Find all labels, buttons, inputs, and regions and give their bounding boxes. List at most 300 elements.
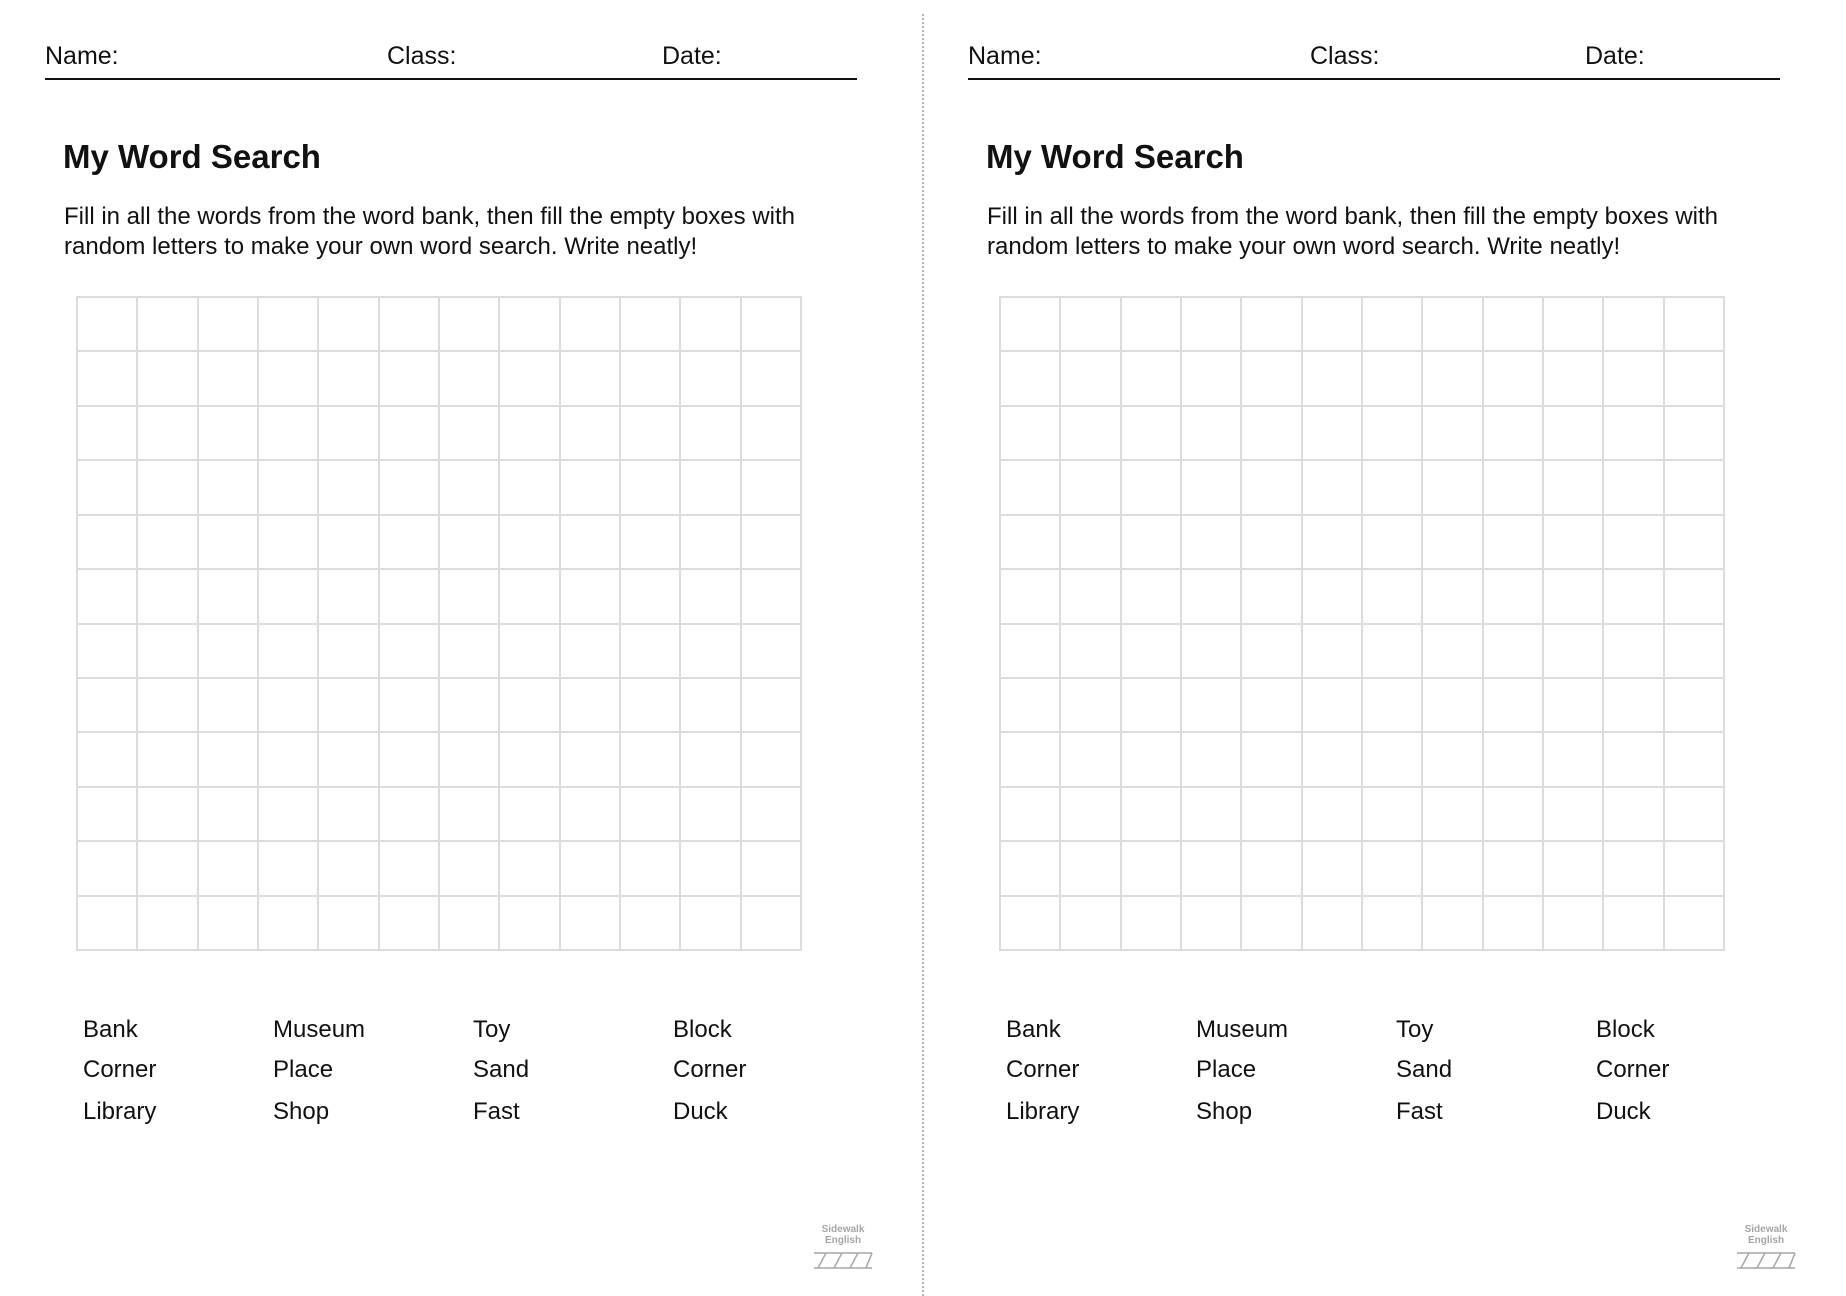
grid-cell xyxy=(1663,514,1723,568)
grid-cell xyxy=(559,623,619,677)
grid-cell xyxy=(1120,623,1180,677)
grid-cell xyxy=(438,840,498,894)
grid-cell xyxy=(317,568,377,622)
grid-cell xyxy=(1542,459,1602,513)
grid-cell xyxy=(559,895,619,949)
grid-cell xyxy=(1361,350,1421,404)
grid-cell xyxy=(1180,350,1240,404)
grid-cell xyxy=(1120,514,1180,568)
grid-cell xyxy=(1361,786,1421,840)
word-bank-item: Corner xyxy=(1596,1056,1670,1083)
grid-cell xyxy=(257,459,317,513)
grid-cell xyxy=(1421,405,1481,459)
grid-cell xyxy=(1663,677,1723,731)
grid-cell xyxy=(1120,731,1180,785)
grid-cell xyxy=(197,459,257,513)
grid-cell xyxy=(559,350,619,404)
grid-cell xyxy=(1542,731,1602,785)
logo-line2: English xyxy=(1747,1235,1785,1246)
grid-cell xyxy=(1482,459,1542,513)
grid-cell xyxy=(1361,459,1421,513)
grid-cell xyxy=(136,514,196,568)
grid-cell xyxy=(136,405,196,459)
grid-cell xyxy=(378,623,438,677)
grid-cell xyxy=(1663,405,1723,459)
grid-cell xyxy=(1361,405,1421,459)
grid-cell xyxy=(1663,786,1723,840)
grid-cell xyxy=(498,568,558,622)
grid-cell xyxy=(136,677,196,731)
grid-cell xyxy=(559,786,619,840)
grid-cell xyxy=(1240,405,1300,459)
grid-cell xyxy=(1602,459,1662,513)
grid-cell xyxy=(1602,677,1662,731)
word-bank-item: Library xyxy=(1006,1098,1080,1125)
grid-cell xyxy=(1301,731,1361,785)
grid-cell xyxy=(679,840,739,894)
grid-cell xyxy=(136,731,196,785)
grid-cell xyxy=(1602,405,1662,459)
grid-cell xyxy=(197,296,257,350)
grid-cell xyxy=(136,459,196,513)
word-bank-item: Museum xyxy=(273,1016,366,1043)
date-label: Date: xyxy=(1585,42,1645,70)
word-bank-item: Bank xyxy=(1006,1016,1061,1043)
grid-cell xyxy=(740,623,800,677)
grid-cell xyxy=(498,895,558,949)
grid-cell xyxy=(1542,623,1602,677)
grid-cell xyxy=(1482,623,1542,677)
grid-cell xyxy=(740,350,800,404)
grid-cell xyxy=(619,568,679,622)
grid-cell xyxy=(76,459,136,513)
grid-cell xyxy=(1542,405,1602,459)
grid-cell xyxy=(1120,296,1180,350)
grid-cell xyxy=(1602,568,1662,622)
word-bank-item: Duck xyxy=(1596,1098,1651,1125)
grid-cell xyxy=(378,459,438,513)
grid-cell xyxy=(498,623,558,677)
grid-cell xyxy=(1180,405,1240,459)
grid-cell xyxy=(197,786,257,840)
logo-line1: Sidewalk xyxy=(1744,1224,1788,1235)
grid-cell xyxy=(1240,895,1300,949)
grid-cell xyxy=(679,568,739,622)
grid-cell xyxy=(76,895,136,949)
word-bank-item: Fast xyxy=(1396,1098,1443,1125)
grid-cell xyxy=(317,296,377,350)
grid-cell xyxy=(1120,568,1180,622)
grid-cell xyxy=(619,514,679,568)
grid-cell xyxy=(378,350,438,404)
grid-cell xyxy=(1421,731,1481,785)
grid-cell xyxy=(1482,895,1542,949)
grid-cell xyxy=(1421,350,1481,404)
grid-cell xyxy=(257,350,317,404)
grid-cell xyxy=(378,514,438,568)
grid-cell xyxy=(498,405,558,459)
word-bank-item: Block xyxy=(673,1016,732,1043)
grid-cell xyxy=(257,677,317,731)
grid-cell xyxy=(1180,296,1240,350)
grid-cell xyxy=(999,895,1059,949)
grid-cell xyxy=(1059,677,1119,731)
grid-cell xyxy=(619,405,679,459)
grid-cell xyxy=(619,731,679,785)
grid-cell xyxy=(740,568,800,622)
grid-cell xyxy=(999,350,1059,404)
word-bank-item: Shop xyxy=(273,1098,330,1125)
grid-cell xyxy=(619,623,679,677)
grid-cell xyxy=(317,350,377,404)
grid-cell xyxy=(1361,677,1421,731)
grid-cell xyxy=(76,296,136,350)
grid-cell xyxy=(559,677,619,731)
grid-cell xyxy=(1421,296,1481,350)
grid-cell xyxy=(1180,840,1240,894)
grid-cell xyxy=(438,568,498,622)
logo-line1: Sidewalk xyxy=(821,1224,865,1235)
grid-cell xyxy=(1421,786,1481,840)
grid-cell xyxy=(197,514,257,568)
grid-cell xyxy=(197,568,257,622)
grid-cell xyxy=(1180,568,1240,622)
sidewalk-english-logo xyxy=(808,1224,878,1274)
grid-cell xyxy=(999,296,1059,350)
grid-cell xyxy=(1240,786,1300,840)
class-label: Class: xyxy=(387,42,457,70)
grid-cell xyxy=(619,459,679,513)
grid-cell xyxy=(1059,296,1119,350)
grid-cell xyxy=(999,405,1059,459)
grid-cell xyxy=(1602,840,1662,894)
grid-cell xyxy=(1482,731,1542,785)
grid-cell xyxy=(1663,459,1723,513)
grid-cell xyxy=(1240,677,1300,731)
grid-cell xyxy=(1180,895,1240,949)
grid-cell xyxy=(1059,350,1119,404)
grid-cell xyxy=(378,895,438,949)
grid-cell xyxy=(1602,623,1662,677)
grid-cell xyxy=(679,786,739,840)
grid-cell xyxy=(1361,731,1421,785)
grid-cell xyxy=(1120,895,1180,949)
grid-cell xyxy=(1301,895,1361,949)
grid-cell xyxy=(740,514,800,568)
grid-cell xyxy=(1663,296,1723,350)
word-bank-item: Place xyxy=(1196,1056,1257,1083)
grid-cell xyxy=(679,514,739,568)
grid-cell xyxy=(438,514,498,568)
grid-cell xyxy=(76,514,136,568)
grid-cell xyxy=(1301,350,1361,404)
grid-cell xyxy=(559,459,619,513)
word-bank xyxy=(83,1016,803,1146)
grid-cell xyxy=(1542,514,1602,568)
grid-cell xyxy=(317,677,377,731)
grid-cell xyxy=(197,840,257,894)
grid-cell xyxy=(1361,568,1421,622)
grid-cell xyxy=(1240,731,1300,785)
grid-cell xyxy=(1482,296,1542,350)
grid-cell xyxy=(438,731,498,785)
grid-cell xyxy=(1059,514,1119,568)
word-bank-item: Bank xyxy=(83,1016,138,1043)
grid-cell xyxy=(378,731,438,785)
grid-cell xyxy=(1240,568,1300,622)
grid-cell xyxy=(1361,296,1421,350)
grid-cell xyxy=(317,459,377,513)
grid-cell xyxy=(559,296,619,350)
class-label: Class: xyxy=(1310,42,1380,70)
grid-cell xyxy=(1240,514,1300,568)
grid-cell xyxy=(257,895,317,949)
grid-cell xyxy=(438,623,498,677)
grid-cell xyxy=(1120,350,1180,404)
grid-cell xyxy=(1361,840,1421,894)
grid-cell xyxy=(136,840,196,894)
grid-cell xyxy=(559,405,619,459)
grid-cell xyxy=(619,296,679,350)
grid-cell xyxy=(740,895,800,949)
grid-cell xyxy=(999,731,1059,785)
grid-cell xyxy=(76,405,136,459)
grid-cell xyxy=(740,405,800,459)
grid-cell xyxy=(498,731,558,785)
grid-cell xyxy=(1663,350,1723,404)
grid-cell xyxy=(1542,786,1602,840)
grid-cell xyxy=(378,568,438,622)
grid-cell xyxy=(1180,786,1240,840)
grid-cell xyxy=(679,677,739,731)
grid-cell xyxy=(76,731,136,785)
word-bank-item: Library xyxy=(83,1098,157,1125)
grid-cell xyxy=(257,731,317,785)
grid-cell xyxy=(1542,568,1602,622)
word-bank-item: Corner xyxy=(1006,1056,1080,1083)
grid-cell xyxy=(498,459,558,513)
grid-cell xyxy=(1421,568,1481,622)
worksheet-right xyxy=(923,0,1846,1296)
logo-line2: English xyxy=(824,1235,862,1246)
grid-cell xyxy=(740,840,800,894)
grid-cell xyxy=(1180,677,1240,731)
grid-cell xyxy=(257,296,317,350)
grid-cell xyxy=(1059,405,1119,459)
word-bank-item: Corner xyxy=(673,1056,747,1083)
grid-cell xyxy=(999,459,1059,513)
word-bank-item: Toy xyxy=(473,1016,511,1043)
grid-cell xyxy=(559,840,619,894)
grid-cell xyxy=(1542,840,1602,894)
grid-cell xyxy=(679,623,739,677)
grid-cell xyxy=(438,405,498,459)
grid-cell xyxy=(1301,840,1361,894)
grid-cell xyxy=(740,786,800,840)
grid-cell xyxy=(438,786,498,840)
grid-cell xyxy=(1180,623,1240,677)
grid-cell xyxy=(1663,623,1723,677)
grid-cell xyxy=(257,568,317,622)
grid-cell xyxy=(1482,405,1542,459)
grid-cell xyxy=(378,405,438,459)
grid-cell xyxy=(498,514,558,568)
word-bank-item: Shop xyxy=(1196,1098,1253,1125)
grid-cell xyxy=(1120,786,1180,840)
grid-cell xyxy=(257,623,317,677)
grid-cell xyxy=(317,405,377,459)
grid-cell xyxy=(1602,895,1662,949)
grid-cell xyxy=(197,731,257,785)
grid-cell xyxy=(1180,459,1240,513)
grid-cell xyxy=(317,623,377,677)
grid-cell xyxy=(1482,514,1542,568)
word-bank-item: Corner xyxy=(83,1056,157,1083)
instructions-text: Fill in all the words from the word bank, then fill the empty boxes with random letters to make your own word search. Write neatly! xyxy=(987,203,1718,260)
grid-cell xyxy=(317,840,377,894)
grid-cell xyxy=(1120,677,1180,731)
grid-cell xyxy=(378,677,438,731)
grid-cell xyxy=(999,623,1059,677)
grid-cell xyxy=(257,786,317,840)
grid-cell xyxy=(76,568,136,622)
grid-cell xyxy=(1602,350,1662,404)
grid-cell xyxy=(1240,840,1300,894)
grid-cell xyxy=(999,514,1059,568)
grid-cell xyxy=(1421,623,1481,677)
grid-cell xyxy=(1059,840,1119,894)
grid-cell xyxy=(438,350,498,404)
grid-cell xyxy=(1180,731,1240,785)
grid-cell xyxy=(317,895,377,949)
grid-cell xyxy=(1361,895,1421,949)
word-bank-item: Toy xyxy=(1396,1016,1434,1043)
grid-cell xyxy=(197,350,257,404)
grid-cell xyxy=(1240,350,1300,404)
grid-cell xyxy=(740,731,800,785)
grid-cell xyxy=(1301,296,1361,350)
word-bank-item: Museum xyxy=(1196,1016,1289,1043)
grid-cell xyxy=(1180,514,1240,568)
grid-cell xyxy=(257,840,317,894)
grid-cell xyxy=(1059,895,1119,949)
grid-cell xyxy=(1542,895,1602,949)
sidewalk-icon xyxy=(812,1251,874,1271)
grid-cell xyxy=(1663,731,1723,785)
word-bank-item: Block xyxy=(1596,1016,1655,1043)
grid-cell xyxy=(740,296,800,350)
grid-cell xyxy=(378,296,438,350)
grid-cell xyxy=(1421,677,1481,731)
grid-cell xyxy=(1301,677,1361,731)
grid-cell xyxy=(1663,568,1723,622)
grid-cell xyxy=(1059,731,1119,785)
word-search-grid xyxy=(999,296,1725,951)
grid-cell xyxy=(136,296,196,350)
grid-cell xyxy=(1361,623,1421,677)
word-bank xyxy=(1006,1016,1726,1146)
grid-cell xyxy=(1482,786,1542,840)
student-info-line xyxy=(45,40,857,80)
grid-cell xyxy=(1240,296,1300,350)
grid-cell xyxy=(679,459,739,513)
grid-cell xyxy=(999,677,1059,731)
grid-cell xyxy=(1059,568,1119,622)
grid-cell xyxy=(1059,623,1119,677)
instructions-text: Fill in all the words from the word bank, then fill the empty boxes with random letters to make your own word search. Write neatly! xyxy=(64,203,795,260)
grid-cell xyxy=(197,623,257,677)
grid-cell xyxy=(679,350,739,404)
word-bank-item: Sand xyxy=(473,1056,530,1083)
grid-cell xyxy=(559,568,619,622)
grid-cell xyxy=(1663,895,1723,949)
grid-cell xyxy=(136,623,196,677)
grid-cell xyxy=(1059,459,1119,513)
grid-cell xyxy=(1421,514,1481,568)
grid-cell xyxy=(1602,731,1662,785)
grid-cell xyxy=(438,677,498,731)
grid-cell xyxy=(257,514,317,568)
grid-cell xyxy=(1482,350,1542,404)
grid-cell xyxy=(679,731,739,785)
word-bank-item: Duck xyxy=(673,1098,728,1125)
grid-cell xyxy=(999,840,1059,894)
grid-cell xyxy=(438,296,498,350)
name-label: Name: xyxy=(968,42,1042,70)
grid-cell xyxy=(1120,459,1180,513)
grid-cell xyxy=(76,786,136,840)
grid-cell xyxy=(1421,840,1481,894)
grid-cell xyxy=(1542,677,1602,731)
grid-cell xyxy=(136,895,196,949)
grid-cell xyxy=(1542,350,1602,404)
grid-cell xyxy=(498,786,558,840)
grid-cell xyxy=(76,840,136,894)
grid-cell xyxy=(1240,623,1300,677)
grid-cell xyxy=(378,840,438,894)
sidewalk-english-logo xyxy=(1731,1224,1801,1274)
grid-cell xyxy=(1602,514,1662,568)
grid-cell xyxy=(1602,296,1662,350)
grid-cell xyxy=(740,677,800,731)
worksheet-title: My Word Search xyxy=(63,138,321,175)
grid-cell xyxy=(1482,568,1542,622)
grid-cell xyxy=(498,350,558,404)
grid-cell xyxy=(76,623,136,677)
grid-cell xyxy=(498,677,558,731)
grid-cell xyxy=(619,895,679,949)
grid-cell xyxy=(1059,786,1119,840)
grid-cell xyxy=(1301,405,1361,459)
word-bank-item: Fast xyxy=(473,1098,520,1125)
grid-cell xyxy=(257,405,317,459)
grid-cell xyxy=(76,677,136,731)
grid-cell xyxy=(619,840,679,894)
name-label: Name: xyxy=(45,42,119,70)
grid-cell xyxy=(619,350,679,404)
grid-cell xyxy=(197,677,257,731)
grid-cell xyxy=(679,405,739,459)
grid-cell xyxy=(999,786,1059,840)
grid-cell xyxy=(1301,568,1361,622)
grid-cell xyxy=(498,840,558,894)
grid-cell xyxy=(1421,895,1481,949)
grid-cell xyxy=(498,296,558,350)
grid-cell xyxy=(559,731,619,785)
grid-cell xyxy=(679,296,739,350)
grid-cell xyxy=(136,786,196,840)
grid-cell xyxy=(197,895,257,949)
